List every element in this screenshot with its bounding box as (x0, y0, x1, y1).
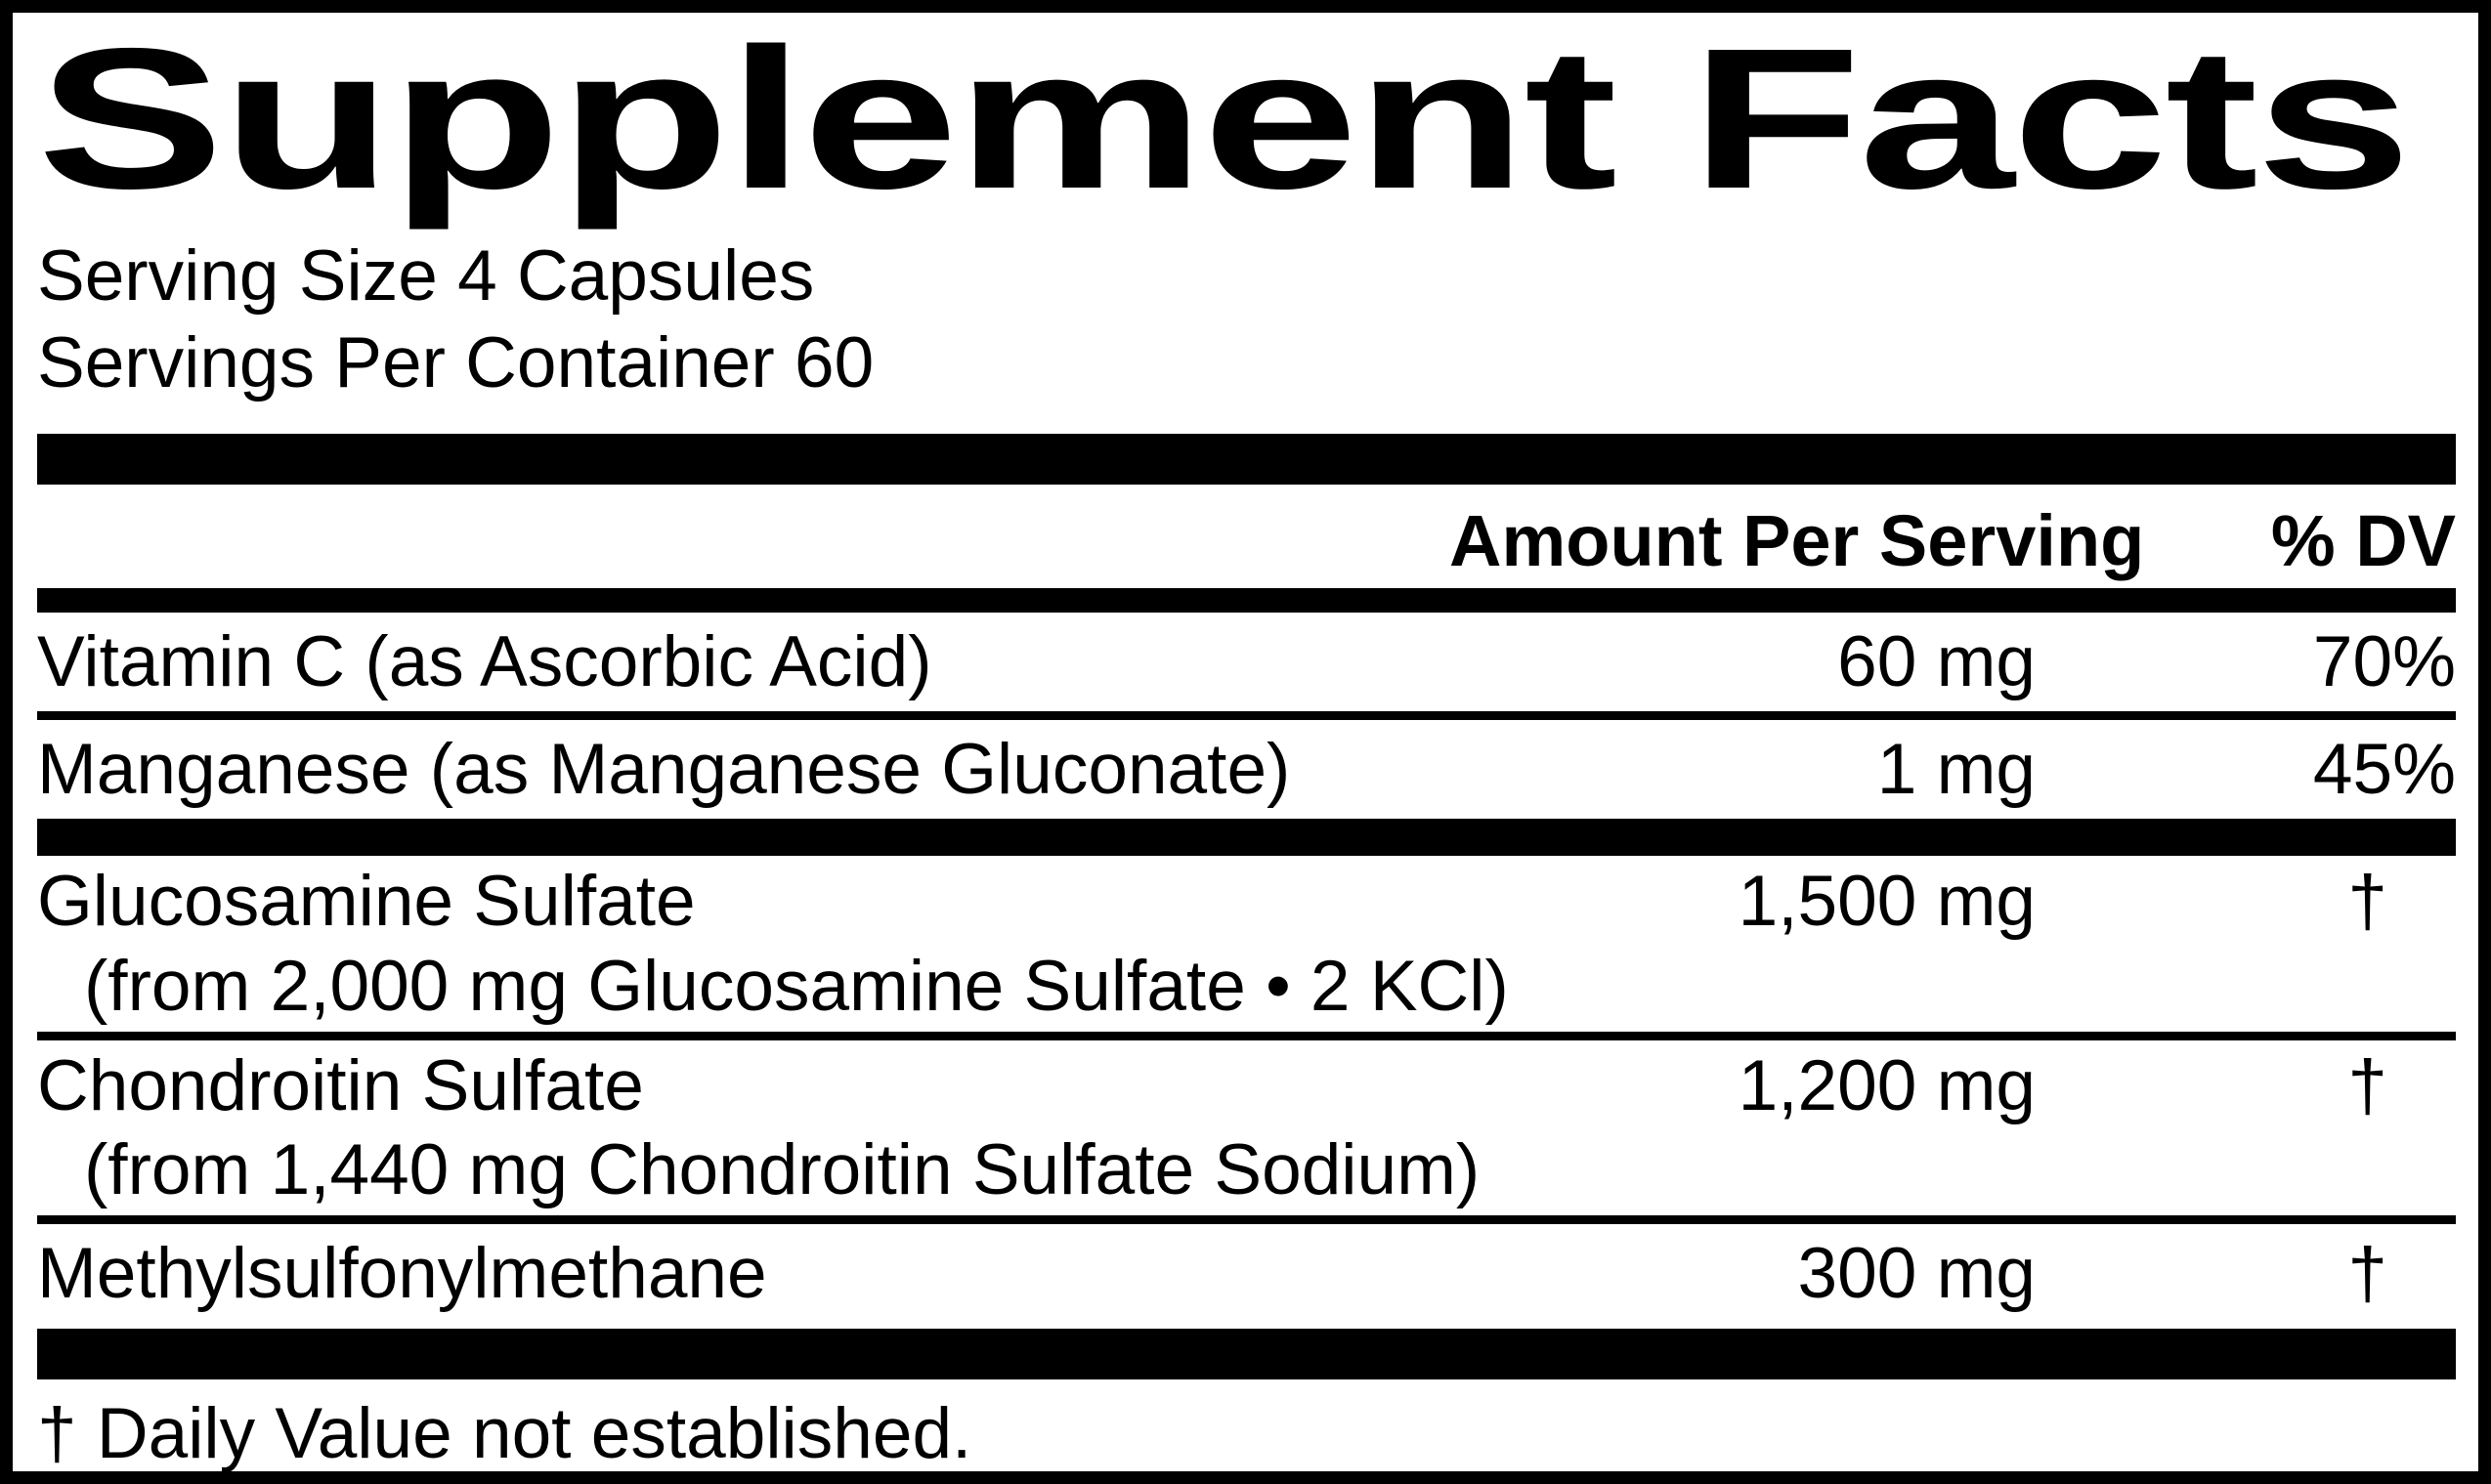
nutrient-amount: 60 mg (1837, 622, 2036, 702)
table-row-main (37, 1045, 2456, 1125)
column-header-row (37, 485, 2456, 588)
nutrient-dv: 70% (2312, 622, 2456, 702)
table-row-main (37, 861, 2456, 941)
table-row-chondroitin (37, 1040, 2456, 1225)
dagger-symbol: † (2347, 1234, 2387, 1314)
dagger-symbol: † (2347, 861, 2387, 941)
separator-bar-bottom (37, 1329, 2456, 1379)
daily-value-footnote: † Daily Value not established. (37, 1393, 972, 1473)
nutrient-dv: 45% (2312, 730, 2456, 810)
nutrient-name: Manganese (as Manganese Gluconate) (37, 730, 1291, 810)
nutrient-name: Vitamin C (as Ascorbic Acid) (37, 622, 932, 702)
separator-bar-top (37, 434, 2456, 485)
serving-size-line: Serving Size 4 Capsules (37, 236, 815, 317)
table-row-msm (37, 1224, 2456, 1323)
table-row-vitamin-c (37, 613, 2456, 720)
amount-per-serving-header: Amount Per Serving (1449, 500, 2145, 582)
separator-bar-under-header (37, 588, 2456, 613)
nutrient-source-note: (from 1,440 mg Chondroitin Sulfate Sodium) (84, 1130, 1481, 1210)
nutrient-amount: 300 mg (1797, 1234, 2036, 1314)
nutrient-amount: 1,500 mg (1738, 861, 2036, 941)
nutrient-name: Methylsulfonylmethane (37, 1234, 767, 1314)
nutrient-amount: 1,200 mg (1738, 1045, 2036, 1125)
percent-dv-header: % DV (2270, 500, 2456, 582)
table-row-glucosamine (37, 856, 2456, 1040)
nutrient-amount: 1 mg (1876, 730, 2036, 810)
table-row-manganese (37, 720, 2456, 819)
servings-per-container-line: Servings Per Container 60 (37, 323, 875, 403)
nutrient-name: Chondroitin Sulfate (37, 1045, 644, 1125)
nutrient-name: Glucosamine Sulfate (37, 861, 696, 941)
separator-bar-middle (37, 819, 2456, 856)
nutrient-source-note: (from 2,000 mg Glucosamine Sulfate • 2 KCl) (84, 946, 1509, 1026)
dagger-symbol: † (2347, 1045, 2387, 1125)
label-title: Supplement Facts (37, 7, 2410, 231)
